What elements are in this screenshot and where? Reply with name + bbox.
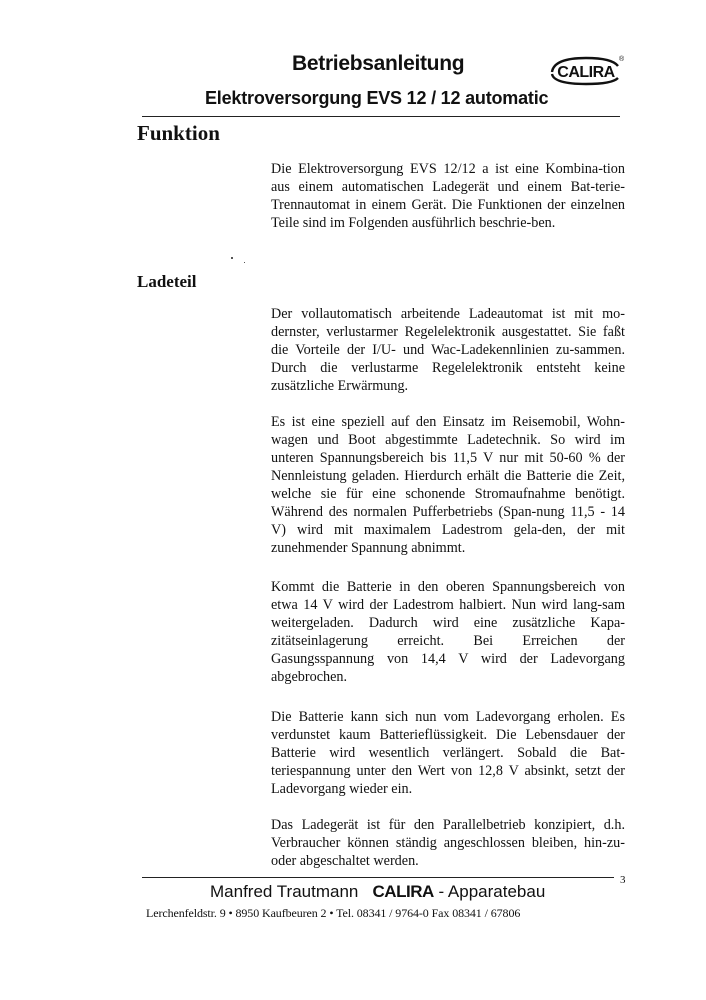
logo-text: CALIRA	[557, 64, 615, 81]
scan-speck	[244, 262, 245, 263]
scan-speck	[231, 257, 233, 259]
footer-rule	[142, 877, 614, 878]
footer-company	[210, 882, 545, 902]
registered-mark: ®	[619, 56, 624, 63]
company-brand: CALIRA	[372, 882, 434, 901]
paragraph-ladeteil-5: Das Ladegerät ist für den Parallelbetrieb konzipiert, d.h. Verbraucher können ständig angeschlossen bleiben, hin-zu- oder abgeschaltet werden.	[271, 817, 625, 869]
page-number: 3	[620, 874, 626, 886]
paragraph-funktion-intro: Die Elektroversorgung EVS 12/12 a ist eine Kombina-tion aus einem automatischen Ladegerät und einem Bat-terie-Trennautomat in einem Gerät. Die Funktionen der einzelnen Teile sind im Folgenden ausführlich beschrie-ben.	[271, 161, 625, 231]
paragraph-ladeteil-1: Der vollautomatisch arbeitende Ladeautomat ist mit mo-dernster, verlustarmer Regelelektronik ausgestattet. Sie faßt die Vorteile der I/U- und Wac-Ladekennlinien zu-sammen. Durch die verlustarme Regelelektronik entsteht keine zusätzliche Erwärmung.	[271, 306, 625, 394]
header-rule	[142, 116, 620, 117]
document-title: Betriebsanleitung	[292, 52, 465, 75]
document-subtitle: Elektroversorgung EVS 12 / 12 automatic	[205, 88, 549, 108]
paragraph-ladeteil-2: Es ist eine speziell auf den Einsatz im Reisemobil, Wohn-wagen und Boot abgestimmte Ladetechnik. So wird im unteren Spannungsbereich bis 11,5 V nur mit 50-60 % der Nennleistung geladen. Hierdurch erhält die Batterie die Zeit, welche sie für eine schonende Stromaufnahme benötigt. Während des normalen Pufferbetriebs (Span-nung 11,5 - 14 V) wird mit maximalem Ladestrom gela-den, der mit zunehmender Spannung abnimmt.	[271, 414, 625, 556]
section-heading-ladeteil: Ladeteil	[137, 272, 197, 291]
company-suffix: - Apparatebau	[438, 882, 546, 901]
paragraph-ladeteil-4: Die Batterie kann sich nun vom Ladevorgang erholen. Es verdunstet kaum Batterieflüssigkeit. Die Lebensdauer der Batterie wird wesentlich verlängert. Sobald die Bat-teriespannung unter den Wert von 12,8 V absinkt, setzt der Ladevorgang wieder ein.	[271, 709, 625, 797]
footer-address: Lerchenfeldstr. 9 • 8950 Kaufbeuren 2 • Tel. 08341 / 9764-0 Fax 08341 / 67806	[146, 906, 521, 920]
calira-logo	[548, 52, 624, 86]
section-heading-funktion: Funktion	[137, 121, 220, 145]
calira-logo-graphic	[548, 52, 624, 86]
company-name: Manfred Trautmann	[210, 882, 359, 901]
paragraph-ladeteil-3: Kommt die Batterie in den oberen Spannungsbereich von etwa 14 V wird der Ladestrom halbiert. Nun wird lang-sam weitergeladen. Dadurch wird eine zusätzliche Kapa-zitätseinlagerung erreicht. Bei Erreichen der Gasungsspannung von 14,4 V wird der Ladevorgang abgebrochen.	[271, 579, 625, 685]
